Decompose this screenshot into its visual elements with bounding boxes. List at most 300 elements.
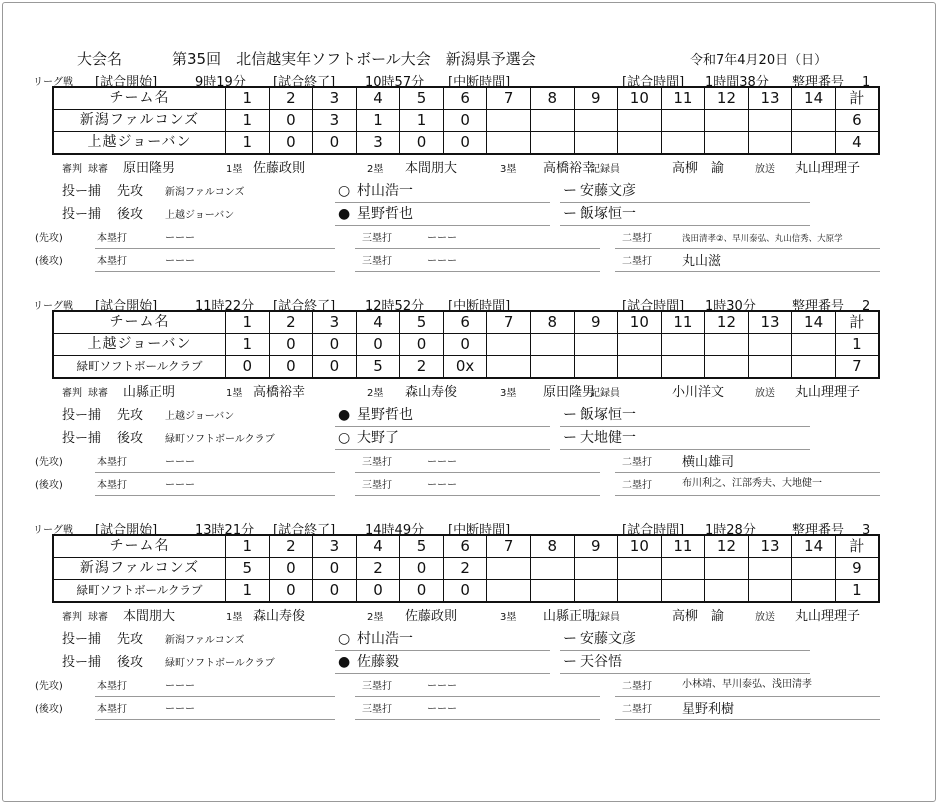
pitcher-name: 大野了: [357, 430, 399, 446]
inning-score: [661, 356, 705, 379]
double-label: 二塁打: [622, 704, 652, 715]
battery-team: 新潟ファルコンズ: [165, 635, 245, 646]
side-label: (先攻): [35, 681, 63, 692]
announcer-name: 丸山理理子: [795, 385, 861, 400]
start-time: 9時19分: [195, 75, 246, 90]
battery-label: 投ー捕: [62, 431, 102, 446]
team-name: 緑町ソフトボールクラブ: [53, 580, 226, 603]
inning-score: [705, 334, 749, 356]
pitcher-underline: [335, 202, 550, 203]
total-header: 計: [835, 311, 879, 334]
scoreboard: [52, 310, 880, 379]
team-score-row: [53, 558, 879, 580]
plate-label: 球審: [88, 612, 108, 623]
inning-score: 3: [356, 132, 400, 155]
scorer-name: 高柳 諭: [672, 161, 725, 176]
tournament-label: 大会名: [77, 50, 123, 68]
third-label: 3塁: [500, 612, 517, 623]
battery-team: 緑町ソフトボールクラブ: [165, 658, 275, 669]
announcer-label: 放送: [755, 388, 775, 399]
battery-side: 後攻: [117, 431, 144, 446]
side-label: (後攻): [35, 704, 63, 715]
total-score: 9: [835, 558, 879, 580]
battery-label: 投ー捕: [62, 184, 102, 199]
start-label: [試合開始]: [95, 523, 158, 538]
start-time: 13時21分: [195, 523, 255, 538]
triple-value: ーーー: [427, 681, 457, 692]
inning-score: [661, 334, 705, 356]
triple-underline: [355, 248, 600, 249]
inning-score: [748, 334, 792, 356]
inning-score: 2: [356, 558, 400, 580]
league-label: リーグ戦: [33, 77, 73, 88]
inning-score: 2: [443, 558, 487, 580]
double-underline: [615, 696, 880, 697]
inning-score: [574, 558, 618, 580]
inning-score: [574, 334, 618, 356]
decision-mark: ○: [338, 183, 351, 199]
pitcher-underline: [335, 426, 550, 427]
battery-label: 投ー捕: [62, 207, 102, 222]
plate-label: 球審: [88, 388, 108, 399]
inning-header: 8: [530, 535, 574, 558]
dash: ー: [563, 407, 577, 423]
triple-underline: [355, 472, 600, 473]
third-umpire: 高橋裕幸: [543, 161, 596, 176]
inning-score: 0: [356, 334, 400, 356]
plate-umpire: 原田隆男: [123, 161, 176, 176]
team-name: 緑町ソフトボールクラブ: [53, 356, 226, 379]
inning-score: [792, 580, 836, 603]
duration-label: [試合時間]: [622, 299, 685, 314]
first-label: 1塁: [226, 612, 243, 623]
hr-underline: [95, 271, 335, 272]
inning-score: [487, 580, 531, 603]
inning-header: 4: [356, 87, 400, 110]
catcher-name: 安藤文彦: [580, 631, 636, 647]
hr-label: 本塁打: [97, 457, 127, 468]
double-value: 横山雄司: [682, 455, 735, 470]
inning-header: 7: [487, 535, 531, 558]
total-header: 計: [835, 535, 879, 558]
inning-header: 8: [530, 311, 574, 334]
inning-score: [618, 110, 662, 132]
pitcher-name: 佐藤毅: [357, 654, 399, 670]
inning-header: 9: [574, 535, 618, 558]
inning-score: [530, 356, 574, 379]
first-umpire: 佐藤政則: [253, 161, 306, 176]
inning-score: [618, 558, 662, 580]
inning-score: 5: [226, 558, 270, 580]
inning-header: 12: [705, 311, 749, 334]
inning-header: 7: [487, 311, 531, 334]
inning-header: 13: [748, 311, 792, 334]
catcher-name: 飯塚恒一: [580, 206, 636, 222]
total-score: 1: [835, 580, 879, 603]
hr-value: ーーー: [165, 681, 195, 692]
inning-score: 0: [269, 334, 313, 356]
inning-header: 3: [313, 535, 357, 558]
tournament-date: 令和7年4月20日（日）: [690, 53, 828, 68]
hr-underline: [95, 495, 335, 496]
hr-label: 本塁打: [97, 704, 127, 715]
triple-value: ーーー: [427, 233, 457, 244]
pitcher-name: 星野哲也: [357, 206, 413, 222]
game-block-3: [0, 524, 940, 744]
third-umpire: 山縣正明: [543, 609, 596, 624]
team-header: チーム名: [53, 311, 226, 334]
decision-mark: ○: [338, 430, 351, 446]
team-name: 上越ジョーバン: [53, 334, 226, 356]
second-umpire: 森山寿俊: [405, 385, 458, 400]
inning-score: 0: [356, 580, 400, 603]
inning-header: 13: [748, 87, 792, 110]
catcher-underline: [560, 449, 810, 450]
catcher-name: 大地健一: [580, 430, 636, 446]
double-value: 小林靖、早川泰弘、浅田清孝: [682, 679, 812, 690]
battery-side: 後攻: [117, 207, 144, 222]
inning-score: 0: [400, 334, 444, 356]
dash: ー: [563, 183, 577, 199]
end-time: 12時52分: [365, 299, 425, 314]
inning-score: 0: [269, 580, 313, 603]
inning-header: 11: [661, 87, 705, 110]
inning-score: [705, 132, 749, 155]
double-label: 二塁打: [622, 233, 652, 244]
game-block-1: [0, 76, 940, 296]
inning-score: 1: [226, 110, 270, 132]
pitcher-underline: [335, 673, 550, 674]
hr-value: ーーー: [165, 256, 195, 267]
inning-score: 0: [313, 558, 357, 580]
inning-header: 4: [356, 311, 400, 334]
scoreboard: [52, 86, 880, 155]
plate-umpire: 本間朋大: [123, 609, 176, 624]
double-label: 二塁打: [622, 681, 652, 692]
start-time: 11時22分: [195, 299, 255, 314]
inning-score: [487, 334, 531, 356]
inning-score: [792, 558, 836, 580]
inning-score: [487, 558, 531, 580]
inning-score: [530, 580, 574, 603]
first-label: 1塁: [226, 388, 243, 399]
inning-score: 3: [313, 110, 357, 132]
inning-score: [661, 110, 705, 132]
inning-header: 4: [356, 535, 400, 558]
scorer-name: 高柳 諭: [672, 609, 725, 624]
inning-score: [618, 334, 662, 356]
team-score-row: [53, 334, 879, 356]
scoreboard-header-row: [53, 87, 879, 110]
inning-header: 10: [618, 311, 662, 334]
inning-score: [574, 132, 618, 155]
scoreboard-header-row: [53, 535, 879, 558]
duration-time: 1時間38分: [705, 75, 769, 90]
double-underline: [615, 719, 880, 720]
second-label: 2塁: [367, 164, 384, 175]
inning-score: 0: [400, 580, 444, 603]
number-label: 整理番号: [792, 299, 845, 314]
inning-score: 0: [313, 132, 357, 155]
first-label: 1塁: [226, 164, 243, 175]
umpire-label: 審判: [62, 164, 82, 175]
battery-side: 先攻: [117, 184, 144, 199]
inning-score: [748, 580, 792, 603]
inning-header: 6: [443, 311, 487, 334]
pitcher-name: 星野哲也: [357, 407, 413, 423]
total-score: 1: [835, 334, 879, 356]
catcher-name: 安藤文彦: [580, 183, 636, 199]
dash: ー: [563, 206, 577, 222]
catcher-name: 天谷悟: [580, 654, 622, 670]
inning-score: 1: [226, 580, 270, 603]
inning-header: 14: [792, 311, 836, 334]
game-number: 1: [862, 75, 871, 90]
inning-header: 14: [792, 87, 836, 110]
inning-score: 1: [226, 132, 270, 155]
start-label: [試合開始]: [95, 299, 158, 314]
hr-underline: [95, 719, 335, 720]
inning-score: [748, 356, 792, 379]
team-score-row: [53, 132, 879, 155]
battery-team: 上越ジョーバン: [165, 210, 235, 221]
inning-score: 0: [313, 356, 357, 379]
hr-value: ーーー: [165, 233, 195, 244]
inning-score: [792, 110, 836, 132]
game-number: 2: [862, 299, 871, 314]
inning-header: 1: [226, 535, 270, 558]
double-value: 星野利樹: [682, 702, 735, 717]
league-label: リーグ戦: [33, 301, 73, 312]
inning-score: 0: [443, 110, 487, 132]
second-label: 2塁: [367, 612, 384, 623]
team-score-row: [53, 356, 879, 379]
scorer-name: 小川洋文: [672, 385, 725, 400]
inning-header: 9: [574, 311, 618, 334]
start-label: [試合開始]: [95, 75, 158, 90]
inning-score: 0: [269, 110, 313, 132]
inning-score: [530, 110, 574, 132]
hr-underline: [95, 472, 335, 473]
third-label: 3塁: [500, 164, 517, 175]
inning-header: 13: [748, 535, 792, 558]
decision-mark: ●: [338, 407, 351, 423]
side-label: (先攻): [35, 457, 63, 468]
inning-score: [748, 132, 792, 155]
inning-score: 5: [356, 356, 400, 379]
announcer-name: 丸山理理子: [795, 161, 861, 176]
triple-value: ーーー: [427, 704, 457, 715]
triple-label: 三塁打: [362, 256, 392, 267]
inning-score: [574, 110, 618, 132]
double-value: 布川利之、江部秀夫、大地健一: [682, 478, 822, 489]
team-score-row: [53, 110, 879, 132]
inning-score: [748, 110, 792, 132]
inning-header: 5: [400, 535, 444, 558]
triple-label: 三塁打: [362, 704, 392, 715]
inning-score: [792, 356, 836, 379]
game-number: 3: [862, 523, 871, 538]
inning-score: [748, 558, 792, 580]
scorer-label: 記録員: [590, 612, 620, 623]
inning-score: [574, 356, 618, 379]
total-score: 7: [835, 356, 879, 379]
suspend-label: [中断時間]: [448, 523, 511, 538]
triple-label: 三塁打: [362, 457, 392, 468]
team-name: 新潟ファルコンズ: [53, 110, 226, 132]
end-time: 14時49分: [365, 523, 425, 538]
announcer-label: 放送: [755, 612, 775, 623]
double-label: 二塁打: [622, 480, 652, 491]
side-label: (先攻): [35, 233, 63, 244]
inning-header: 2: [269, 535, 313, 558]
double-value: 浅田清孝②、早川泰弘、丸山信秀、大原学: [682, 234, 843, 244]
inning-score: 0: [443, 580, 487, 603]
duration-label: [試合時間]: [622, 523, 685, 538]
end-time: 10時57分: [365, 75, 425, 90]
first-umpire: 森山寿俊: [253, 609, 306, 624]
pitcher-underline: [335, 225, 550, 226]
duration-time: 1時30分: [705, 299, 756, 314]
side-label: (後攻): [35, 480, 63, 491]
inning-score: [618, 356, 662, 379]
team-name: 上越ジョーバン: [53, 132, 226, 155]
triple-label: 三塁打: [362, 233, 392, 244]
inning-header: 12: [705, 535, 749, 558]
inning-header: 12: [705, 87, 749, 110]
inning-score: [530, 558, 574, 580]
announcer-name: 丸山理理子: [795, 609, 861, 624]
catcher-underline: [560, 426, 810, 427]
total-score: 6: [835, 110, 879, 132]
catcher-underline: [560, 650, 810, 651]
catcher-underline: [560, 202, 810, 203]
inning-score: 1: [226, 334, 270, 356]
inning-score: [705, 356, 749, 379]
pitcher-underline: [335, 449, 550, 450]
inning-score: 1: [356, 110, 400, 132]
inning-header: 3: [313, 87, 357, 110]
number-label: 整理番号: [792, 75, 845, 90]
tournament-name: 第35回 北信越実年ソフトボール大会 新潟県予選会: [172, 50, 536, 68]
triple-label: 三塁打: [362, 681, 392, 692]
inning-score: [487, 356, 531, 379]
hr-underline: [95, 696, 335, 697]
hr-value: ーーー: [165, 704, 195, 715]
inning-score: 0: [443, 334, 487, 356]
inning-header: 2: [269, 311, 313, 334]
inning-header: 14: [792, 535, 836, 558]
inning-score: [661, 132, 705, 155]
league-label: リーグ戦: [33, 525, 73, 536]
inning-score: [792, 334, 836, 356]
hr-value: ーーー: [165, 480, 195, 491]
inning-score: [705, 558, 749, 580]
total-header: 計: [835, 87, 879, 110]
dash: ー: [563, 631, 577, 647]
second-umpire: 佐藤政則: [405, 609, 458, 624]
pitcher-name: 村山浩一: [357, 631, 413, 647]
inning-header: 5: [400, 87, 444, 110]
inning-header: 1: [226, 311, 270, 334]
double-value: 丸山滋: [682, 254, 722, 269]
triple-underline: [355, 271, 600, 272]
double-label: 二塁打: [622, 457, 652, 468]
decision-mark: ●: [338, 206, 351, 222]
double-underline: [615, 495, 880, 496]
inning-header: 6: [443, 535, 487, 558]
inning-header: 3: [313, 311, 357, 334]
triple-value: ーーー: [427, 457, 457, 468]
inning-header: 10: [618, 535, 662, 558]
scorer-label: 記録員: [590, 388, 620, 399]
inning-score: [661, 558, 705, 580]
duration-label: [試合時間]: [622, 75, 685, 90]
inning-header: 9: [574, 87, 618, 110]
triple-underline: [355, 495, 600, 496]
inning-score: 0: [400, 132, 444, 155]
inning-score: 0x: [443, 356, 487, 379]
inning-score: 0: [443, 132, 487, 155]
umpire-label: 審判: [62, 612, 82, 623]
inning-score: 0: [313, 580, 357, 603]
second-umpire: 本間朋大: [405, 161, 458, 176]
plate-label: 球審: [88, 164, 108, 175]
inning-score: [530, 132, 574, 155]
inning-header: 11: [661, 535, 705, 558]
inning-score: [705, 580, 749, 603]
scoreboard-header-row: [53, 311, 879, 334]
inning-header: 10: [618, 87, 662, 110]
double-label: 二塁打: [622, 256, 652, 267]
hr-label: 本塁打: [97, 480, 127, 491]
pitcher-name: 村山浩一: [357, 183, 413, 199]
announcer-label: 放送: [755, 164, 775, 175]
pitcher-underline: [335, 650, 550, 651]
side-label: (後攻): [35, 256, 63, 267]
inning-header: 1: [226, 87, 270, 110]
battery-team: 上越ジョーバン: [165, 411, 235, 422]
battery-team: 緑町ソフトボールクラブ: [165, 434, 275, 445]
decision-mark: ●: [338, 654, 351, 670]
inning-score: [705, 110, 749, 132]
double-underline: [615, 248, 880, 249]
team-header: チーム名: [53, 535, 226, 558]
triple-value: ーーー: [427, 256, 457, 267]
end-label: [試合終了]: [273, 299, 336, 314]
suspend-label: [中断時間]: [448, 75, 511, 90]
battery-side: 後攻: [117, 655, 144, 670]
scorer-label: 記録員: [590, 164, 620, 175]
double-underline: [615, 271, 880, 272]
inning-header: 11: [661, 311, 705, 334]
catcher-underline: [560, 225, 810, 226]
inning-score: [530, 334, 574, 356]
inning-score: 0: [226, 356, 270, 379]
game-block-2: [0, 300, 940, 520]
inning-score: [792, 132, 836, 155]
total-score: 4: [835, 132, 879, 155]
double-underline: [615, 472, 880, 473]
inning-score: 0: [269, 356, 313, 379]
end-label: [試合終了]: [273, 75, 336, 90]
inning-score: 0: [269, 132, 313, 155]
suspend-label: [中断時間]: [448, 299, 511, 314]
inning-header: 8: [530, 87, 574, 110]
inning-header: 2: [269, 87, 313, 110]
dash: ー: [563, 430, 577, 446]
umpire-label: 審判: [62, 388, 82, 399]
